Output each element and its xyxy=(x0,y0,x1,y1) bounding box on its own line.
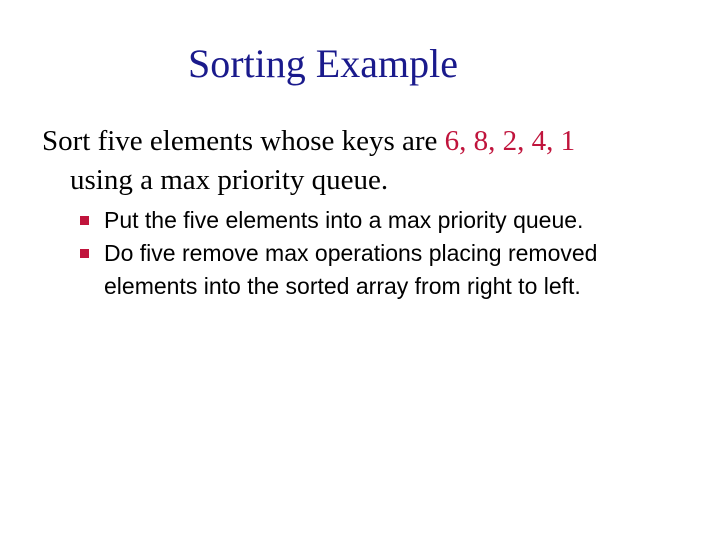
main-paragraph xyxy=(42,122,682,200)
bullet-item xyxy=(80,204,680,237)
bullet-text: Do five remove max operations placing removed elements into the sorted array from right to left. xyxy=(104,240,598,299)
bullet-text: Put the five elements into a max priority queue. xyxy=(104,207,584,233)
paragraph-prefix: Sort five elements whose keys are xyxy=(42,125,445,157)
bullet-item xyxy=(80,237,680,303)
square-bullet-icon xyxy=(80,249,89,258)
slide-title: Sorting Example xyxy=(188,41,458,86)
paragraph-suffix: using a max priority queue. xyxy=(70,164,389,196)
bullet-list xyxy=(80,204,680,303)
keys-list: 6, 8, 2, 4, 1 xyxy=(444,125,576,157)
square-bullet-icon xyxy=(80,216,89,225)
